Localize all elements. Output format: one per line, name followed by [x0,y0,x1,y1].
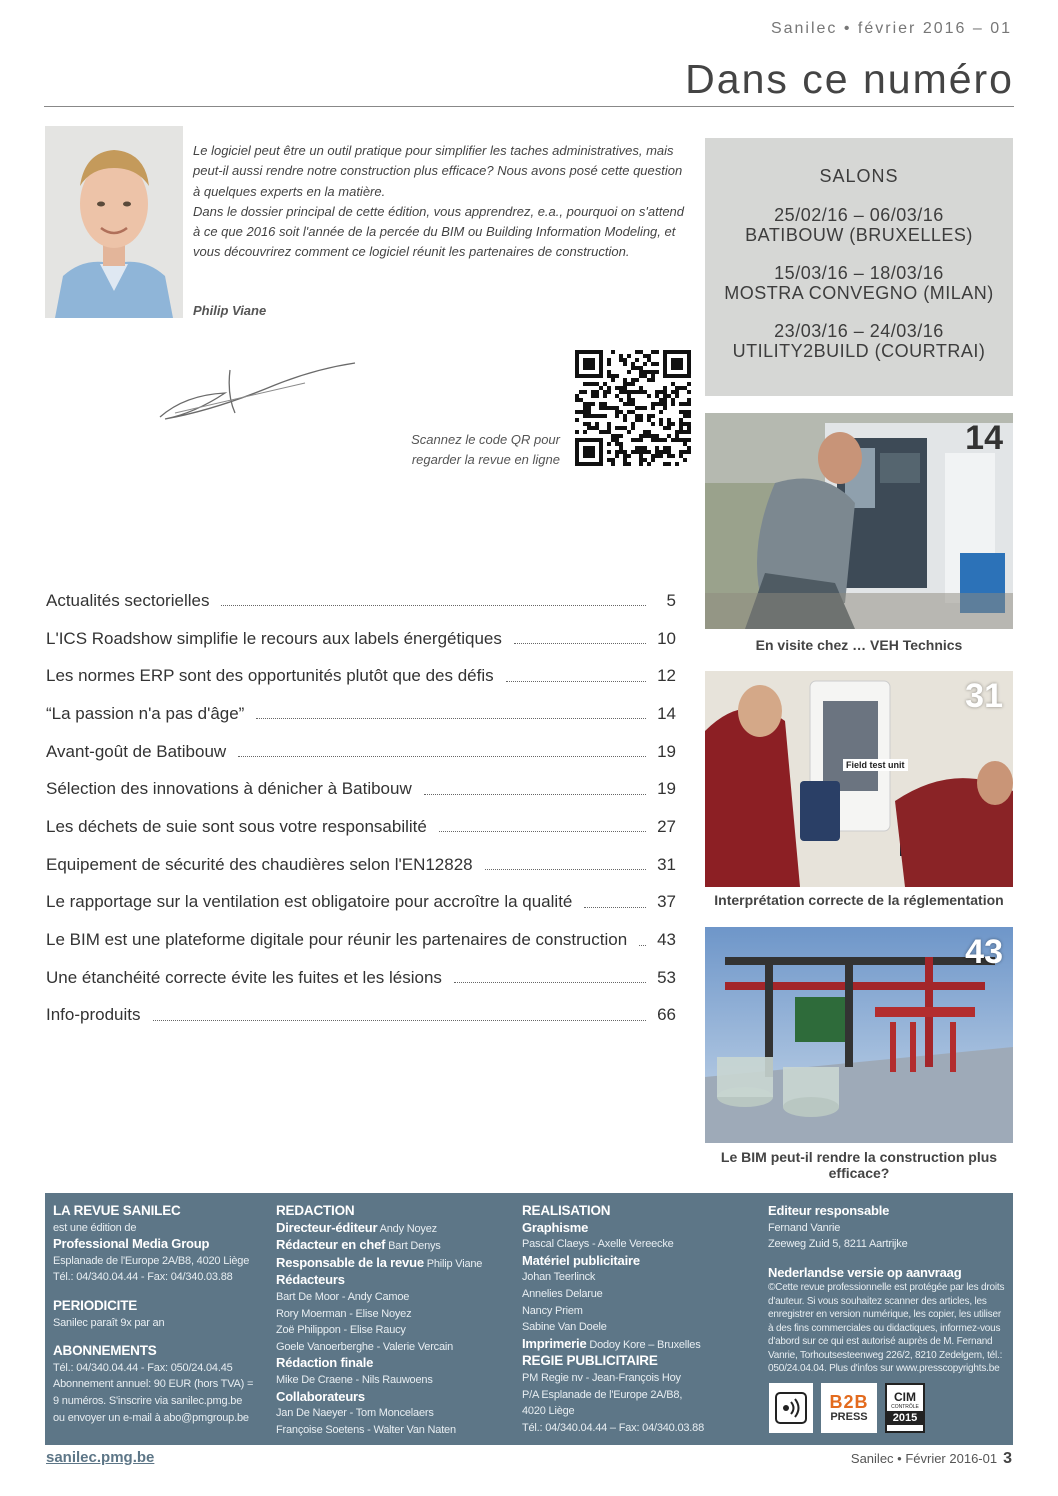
toc-entry-title: Equipement de sécurité des chaudières selon l'EN12828 [46,855,477,875]
toc-dot-leader [639,945,646,946]
toc-entry-page: 27 [657,816,676,836]
toc-entry[interactable] [46,808,676,846]
toc-entry-page: 66 [657,1005,676,1025]
salon-item: 15/03/16 – 18/03/16 MOSTRA CONVEGNO (MILAN) [724,263,994,303]
cim-logo: CIM CONTRÔLE 2015 [885,1383,925,1433]
toc-entry-page: 14 [657,703,676,723]
salons-box [705,138,1013,396]
toc-dot-leader [439,831,646,832]
toc-entry-title: Info-produits [46,1005,145,1025]
toc-entry-page: 53 [657,967,676,987]
toc-entry-title: “La passion n'a pas d'âge” [46,704,248,724]
toc-entry-title: Actualités sectorielles [46,591,213,611]
feature-caption: Interprétation correcte de la réglementation [714,892,1004,908]
field-test-label: Field test unit [843,759,908,771]
toc-entry-page: 43 [657,930,676,950]
toc-entry-page: 19 [657,741,676,761]
feature-caption: En visite chez … VEH Technics [755,637,963,653]
toc-entry[interactable] [46,959,676,997]
colophon-col-realisation: REALISATION Graphisme Pascal Claeys - Axelle Vereecke Matériel publicitaire Johan Teerlinck Annelies Delarue Nancy Priem Sabine Van Doele Imprimerie Dodoy Kore – Bruxelles REGIE PUBLICITAIRE PM Regie nv - Jean-François Hoy P/A Esplanade de l'Europe 2A/B8, 4020 Liège Tél.: 04/340.04.44 – Fax: 04/340.03.88 [522,1203,704,1434]
qr-caption: Scannez le code QR pour regarder la revue en ligne [411,432,560,467]
salon-item: 23/03/16 – 24/03/16 UTILITY2BUILD (COURTRAI) [732,321,986,361]
feature-number: 31 [965,677,1003,715]
colophon-logos [769,1383,925,1433]
copyright-logo [769,1383,813,1433]
toc-dot-leader [584,907,646,908]
colophon-col-editeur: Editeur responsable Fernand Vanrie Zeeweg Zuid 5, 8211 Aartrijke Nederlandse versie op aanvraag ©Cette revue professionnelle est protégée par les droits d'auteur. Si vous souhaitez scanner des articles, les enregistrer en version numérique, les copier, les utiliser à des fins commerciales ou didactiques, informez-vous d'abord sur ce qui est autorisé auprès de M. Fernand Vanrie, Torhoutsesteenweg 226/2, 8210 Zedelgem, tél.: 050/24.04.04. Plus d'infos sur www.presscopyrights.be [768,1203,1005,1375]
toc-entry[interactable] [46,733,676,771]
toc-entry-page: 12 [657,666,676,686]
toc-dot-leader [454,982,646,983]
toc-entry[interactable] [46,695,676,733]
toc-entry-title: L'ICS Roadshow simplifie le recours aux labels énergétiques [46,629,506,649]
feature-caption: Le BIM peut-il rendre la construction plus efficace? [720,1149,998,1181]
colophon [45,1193,1013,1445]
toc-entry[interactable] [46,620,676,658]
toc-entry-title: Les déchets de suie sont sous votre responsabilité [46,817,431,837]
toc-dot-leader [221,605,646,606]
toc-dot-leader [256,718,646,719]
colophon-col-redaction: REDACTION Directeur-éditeur Andy Noyez Rédacteur en chef Bart Denys Responsable de la revue Philip Viane Rédacteurs Bart De Moor - Andy Camoe Rory Moerman - Elise Noyez Zoë Philippon - Elise Raucy Goele Vanoerberghe - Valerie Vercain Rédaction finale Mike De Craene - Nils Rauwoens Collaborateurs Jan De Naeyer - Tom Moncelaers Françoise Soetens - Walter Van Naten [276,1203,483,1436]
website-link[interactable]: sanilec.pmg.be [46,1449,155,1466]
toc-dot-leader [506,681,646,682]
toc-entry-title: Sélection des innovations à dénicher à Batibouw [46,779,416,799]
page-footer-meta: Sanilec • Février 2016-01 3 [850,1450,1012,1467]
toc-entry-page: 37 [657,892,676,912]
intro-paragraph-1: Le logiciel peut être un outil pratique pour simplifier les taches administratives, mais peut-il aussi rendre notre construction plus efficace? Nous avons posé cette question à quelques experts en la matière. [193,143,683,199]
toc-entry[interactable] [46,582,676,620]
feature-number: 43 [965,933,1003,971]
toc-dot-leader [238,756,646,757]
toc-entry-title: Le BIM est une plateforme digitale pour réunir les partenaires de construction [46,930,631,950]
toc-dot-leader [424,794,646,795]
salon-item: 25/02/16 – 06/03/16 BATIBOUW (BRUXELLES) [745,205,973,245]
toc-entry[interactable] [46,770,676,808]
issue-meta: Sanilec • février 2016 – 01 [770,20,1012,37]
toc-entry-title: Avant-goût de Batibouw [46,742,230,762]
qr-code[interactable] [575,350,691,466]
page-number: 3 [1003,1450,1012,1467]
toc-dot-leader [514,643,646,644]
signature-image [155,355,360,430]
toc-entry-page: 31 [657,854,676,874]
toc-dot-leader [153,1020,647,1021]
feature-number: 14 [965,419,1003,457]
toc-entry-page: 5 [666,590,676,610]
feature-image-reglementation[interactable] [705,671,1013,887]
toc-entry-title: Le rapportage sur la ventilation est obligatoire pour accroître la qualité [46,892,576,912]
b2b-press-logo: B2B PRESS [821,1383,877,1433]
toc-entry[interactable] [46,921,676,959]
toc-entry[interactable] [46,846,676,884]
toc-entry[interactable] [46,884,676,922]
feature-image-veh-technics[interactable] [705,413,1013,629]
toc-entry-page: 10 [657,628,676,648]
toc-entry-title: Les normes ERP sont des opportunités plutôt que des défis [46,666,498,686]
title-rule [44,106,1014,107]
toc-entry-title: Une étanchéité correcte évite les fuites et les lésions [46,968,446,988]
salons-title: SALONS [819,166,899,186]
feature-image-bim[interactable] [705,927,1013,1143]
colophon-col-revue: LA REVUE SANILEC est une édition de Professional Media Group Esplanade de l'Europe 2A/B8, 4020 Liège Tél.: 04/340.04.44 - Fax: 04/340.03.88 PERIODICITE Sanilec paraît 9x par an ABONNEMENTS Tél.: 04/340.04.44 - Fax: 050/24.04.45 Abonnement annuel: 90 EUR (hors TVA) = 9 numéros. S'inscrire via sanilec.pmg.be ou envoyer un e-mail à abo@pmgroup.be [53,1203,254,1424]
author-name: Philip Viane [193,303,267,318]
editor-photo [45,126,183,318]
intro-paragraph-2: Dans le dossier principal de cette édition, vous apprendrez, e.a., pourquoi on s'attend à ce que 2016 soit l'année de la percée du BIM ou Building Information Modeling, et vous découvrirez comment ce logiciel réunit les partenaires de construction. [193,203,685,260]
table-of-contents [46,582,676,1034]
toc-entry-page: 19 [657,779,676,799]
toc-entry[interactable] [46,657,676,695]
intro-text [193,141,688,263]
toc-entry[interactable] [46,997,676,1035]
page-title: Dans ce numéro [685,56,1014,102]
toc-dot-leader [485,869,646,870]
